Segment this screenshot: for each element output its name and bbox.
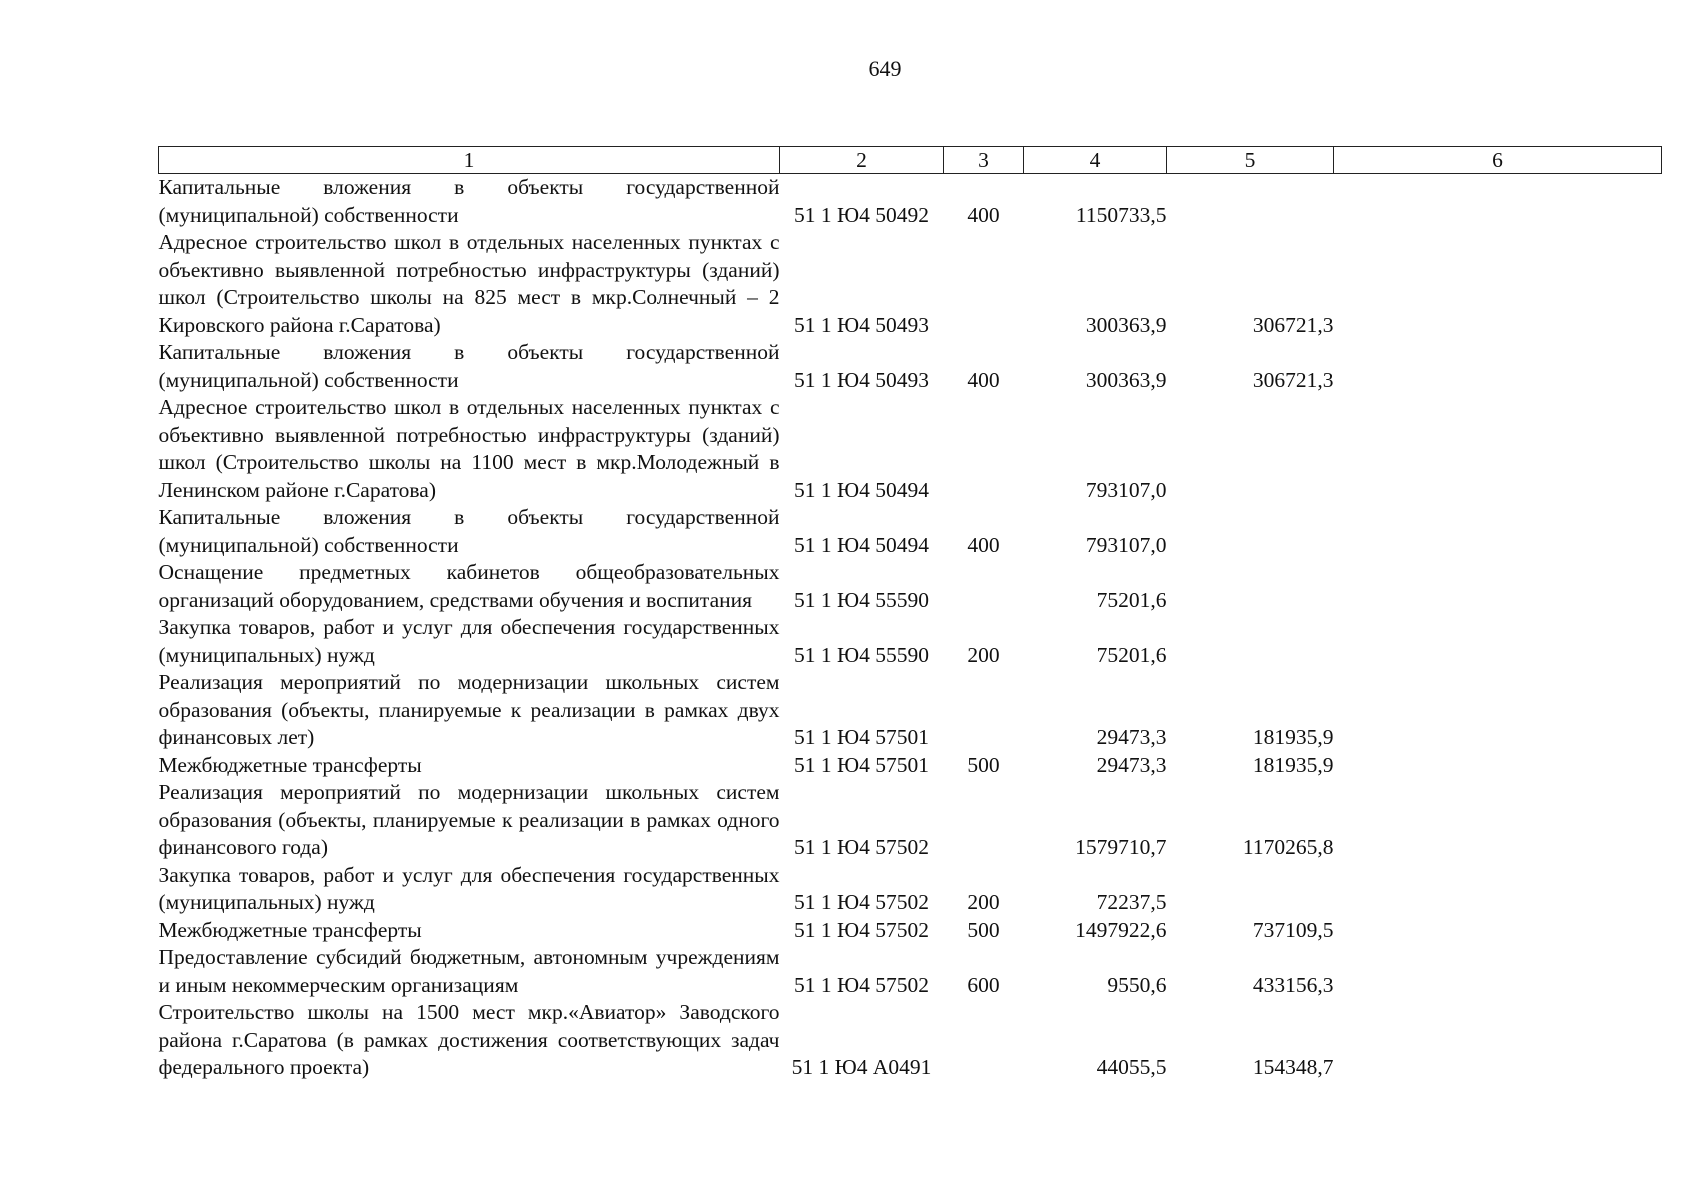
row-code: 51 1 Ю4 55590 [794,587,929,612]
row-amount-col6 [1334,339,1662,394]
row-amount-col6 [1334,944,1662,999]
row-expense-type: 200 [967,642,1000,667]
row-amount-col4: 75201,6 [1096,642,1167,667]
row-amount-col6 [1334,752,1662,780]
row-amount-col6 [1334,504,1662,559]
row-amount-col5 [1167,862,1334,917]
table-body [159,174,1662,1082]
row-name: Оснащение предметных кабинетов общеобразовательных организаций оборудованием, средствами обучения и воспитания [158,560,780,612]
row-expense-type [944,999,1024,1082]
row-amount-col6 [1334,229,1662,339]
row-amount-col4: 44055,5 [1096,1055,1167,1079]
row-amount-col6 [1334,394,1662,504]
row-expense-type [944,559,1024,614]
row-amount-col4: 9550,6 [1107,972,1167,997]
row-amount-col4: 793107,0 [1085,532,1167,557]
row-amount-col5: 181935,9 [1252,752,1334,777]
row-amount-col5: 181935,9 [1252,725,1334,749]
row-amount-col5 [1167,559,1334,614]
row-name: Реализация мероприятий по модернизации школьных систем образования (объекты, планируемые к реализации в рамках одного финансового года) [158,780,780,859]
row-code: 51 1 Ю4 50494 [794,477,929,502]
row-expense-type [944,229,1024,339]
row-code: 51 1 Ю4 57502 [794,972,929,997]
row-amount-col4: 75201,6 [1096,587,1167,612]
row-name: Адресное строительство школ в отдельных населенных пунктах с объективно выявленной потребностью инфраструктуры (зданий) школ (Строительство школы на 1100 мест в мкр.Молодежный в Ленинском районе г.Саратова) [158,395,780,502]
row-amount-col5: 154348,7 [1252,1055,1334,1079]
table-row [159,779,1662,862]
row-code: 51 1 Ю4 57501 [794,752,929,777]
row-code: 51 1 Ю4 57502 [794,890,929,914]
row-amount-col5 [1167,504,1334,559]
row-name: Закупка товаров, работ и услуг для обеспечения государственных (муниципальных) нужд [158,615,780,667]
row-expense-type: 500 [967,752,1000,777]
row-name: Капитальные вложения в объекты государственной (муниципальной) собственности [158,175,780,227]
row-amount-col4: 300363,9 [1085,367,1167,392]
table-row [159,229,1662,339]
row-amount-col4: 72237,5 [1096,890,1167,914]
row-expense-type [944,669,1024,752]
row-amount-col5: 433156,3 [1252,972,1334,997]
row-amount-col5: 1170265,8 [1242,835,1334,859]
row-amount-col6 [1334,669,1662,752]
row-name: Предоставление субсидий бюджетным, автономным учреждениям и иным некоммерческим организациям [158,945,780,997]
table-row [159,917,1662,945]
table-row [159,174,1662,230]
row-expense-type: 400 [967,367,1000,392]
table-row [159,999,1662,1082]
row-name: Капитальные вложения в объекты государственной (муниципальной) собственности [158,505,780,557]
row-amount-col6 [1334,174,1662,230]
row-amount-col4: 300363,9 [1085,312,1167,337]
row-amount-col4: 29473,3 [1096,725,1167,749]
row-amount-col5 [1167,394,1334,504]
table-row [159,614,1662,669]
row-amount-col4: 793107,0 [1085,477,1167,502]
header-col-3: 3 [944,147,1024,174]
row-amount-col6 [1334,862,1662,917]
row-amount-col5: 737109,5 [1252,917,1334,942]
header-col-6: 6 [1334,147,1662,174]
row-code: 51 1 Ю4 50493 [794,312,929,337]
table-row [159,944,1662,999]
row-amount-col5: 306721,3 [1252,367,1334,392]
row-name: Капитальные вложения в объекты государственной (муниципальной) собственности [158,340,780,392]
row-name: Закупка товаров, работ и услуг для обеспечения государственных (муниципальных) нужд [158,862,780,914]
row-code: 51 1 Ю4 50494 [794,532,929,557]
row-code: 51 1 Ю4 57502 [794,835,929,859]
row-code: 51 1 Ю4 50493 [794,367,929,392]
row-name: Строительство школы на 1500 мест мкр.«Авиатор» Заводского района г.Саратова (в рамках достижения соответствующих задач федерального проекта) [158,1000,780,1079]
row-code: 51 1 Ю4 А0491 [791,1055,932,1079]
row-amount-col6 [1334,999,1662,1082]
table-row [159,339,1662,394]
row-amount-col4: 1150733,5 [1075,202,1167,227]
row-amount-col6 [1334,559,1662,614]
header-row [159,147,1662,174]
row-expense-type: 400 [967,202,1000,227]
row-code: 51 1 Ю4 50492 [794,202,929,227]
row-amount-col4: 1497922,6 [1075,917,1167,942]
table-header [159,147,1662,174]
table-row [159,504,1662,559]
header-col-2: 2 [780,147,944,174]
table-row [159,752,1662,780]
table-row [159,394,1662,504]
row-amount-col5: 306721,3 [1252,312,1334,337]
header-col-5: 5 [1167,147,1334,174]
page-number: 649 [868,56,902,81]
table-row [159,669,1662,752]
table-row [159,862,1662,917]
table-row [159,559,1662,614]
header-col-1: 1 [159,147,780,174]
row-expense-type: 500 [967,917,1000,942]
row-name: Реализация мероприятий по модернизации школьных систем образования (объекты, планируемые к реализации в рамках двух финансовых лет) [158,670,780,749]
row-code: 51 1 Ю4 57501 [794,725,929,749]
row-name: Адресное строительство школ в отдельных населенных пунктах с объективно выявленной потребностью инфраструктуры (зданий) школ (Строительство школы на 825 мест в мкр.Солнечный – 2 Кировского района г.Саратова) [158,230,780,337]
row-amount-col5 [1167,174,1334,230]
row-amount-col4: 29473,3 [1096,752,1167,777]
row-amount-col6 [1334,779,1662,862]
row-amount-col4: 1579710,7 [1075,835,1167,859]
row-expense-type [944,394,1024,504]
header-col-4: 4 [1024,147,1167,174]
row-name: Межбюджетные трансферты [158,752,422,777]
row-expense-type: 400 [967,532,1000,557]
row-expense-type: 600 [967,972,1000,997]
row-amount-col6 [1334,917,1662,945]
row-amount-col6 [1334,614,1662,669]
row-code: 51 1 Ю4 55590 [794,642,929,667]
row-expense-type: 200 [967,890,1000,914]
row-code: 51 1 Ю4 57502 [794,917,929,942]
row-expense-type [944,779,1024,862]
row-name: Межбюджетные трансферты [158,917,422,942]
budget-table [158,146,1662,1082]
row-amount-col5 [1167,614,1334,669]
